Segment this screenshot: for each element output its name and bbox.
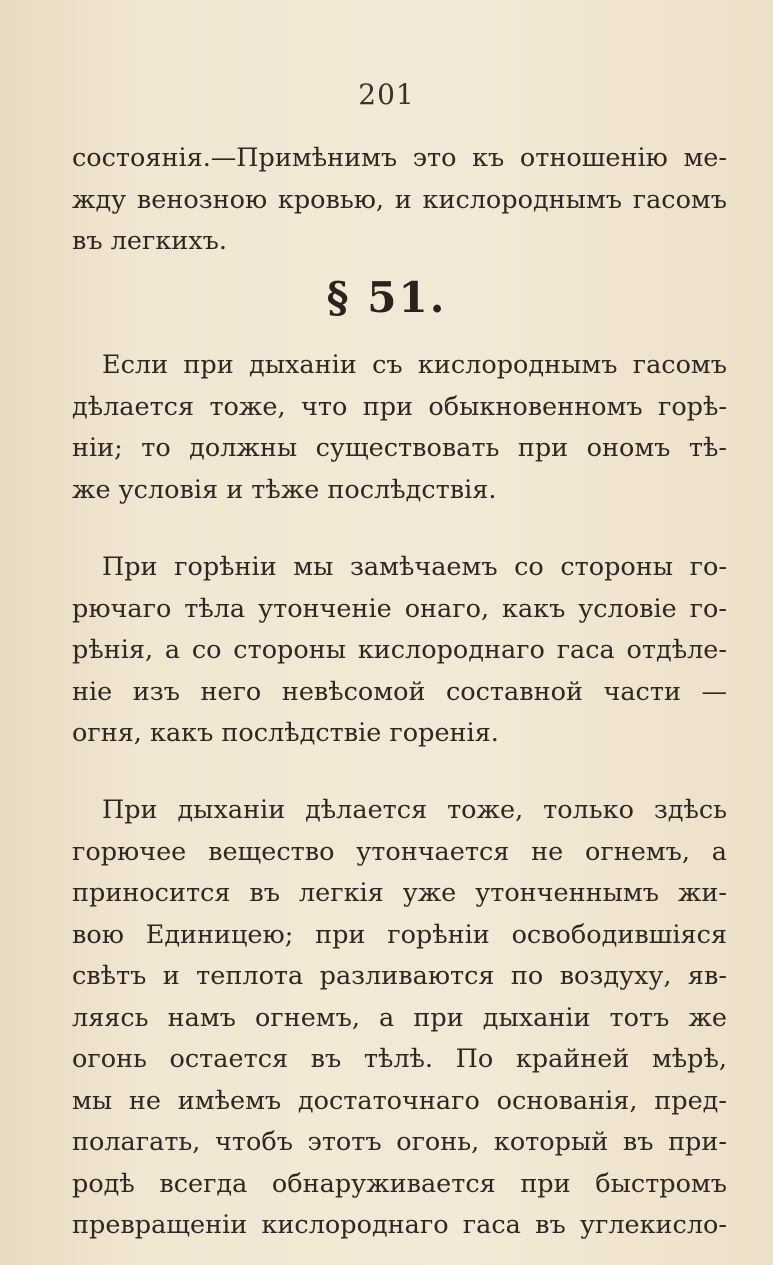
text-line: При дыханіи дѣлается тоже, только здѣсь	[102, 795, 727, 825]
text-line: родѣ всегда обнаруживается при быстромъ	[72, 1168, 727, 1199]
text-line: превращеніи кислороднаго гаса въ углекисло-	[72, 1210, 727, 1240]
text-line: рючаго тѣла утонченіе онаго, какъ условіе го-	[72, 593, 727, 624]
page-number: 201	[358, 78, 415, 111]
text-line: горючее вещество утончается не огнемъ, а	[72, 836, 727, 867]
text-line: ніе изъ него невѣсомой составной части —	[72, 676, 727, 707]
paragraph-2	[72, 547, 727, 755]
text-line: ляясь намъ огнемъ, а при дыханіи тотъ же	[72, 1002, 727, 1033]
intro-paragraph	[72, 138, 727, 263]
text-line: полагать, чтобъ этотъ огонь, который въ при-	[72, 1127, 727, 1157]
text-line: рѣнія, а со стороны кислороднаго гаса отдѣле-	[72, 635, 727, 665]
paragraph-1	[72, 345, 727, 511]
text-line: огня, какъ послѣдствіе горенія.	[72, 718, 499, 748]
text-line: вою Единицею; при горѣніи освободившіяся	[72, 919, 727, 950]
text-line: При горѣніи мы замѣчаемъ со стороны го-	[102, 552, 727, 582]
text-line: состоянія.—Примѣнимъ это къ отношенію ме-	[72, 143, 727, 173]
text-line: Если при дыханіи съ кислороднымъ гасомъ	[102, 350, 727, 380]
text-line: же условія и тѣже послѣдствія.	[72, 474, 497, 505]
section-heading: § 51.	[326, 273, 447, 322]
text-line: въ легкихъ.	[72, 226, 227, 256]
text-line: ніи; то должны существовать при ономъ тѣ-	[72, 433, 727, 463]
paragraph-3	[72, 790, 727, 1247]
text-line: дѣлается тоже, что при обыкновенномъ горѣ-	[72, 391, 727, 422]
text-line: приносится въ легкія уже утонченнымъ жи-	[72, 878, 727, 908]
text-line: свѣтъ и теплота разливаются по воздуху, яв-	[72, 961, 727, 991]
text-line: жду венозною кровью, и кислороднымъ гасомъ	[72, 184, 727, 215]
text-line: огонь остается въ тѣлѣ. По крайней мѣрѣ,	[72, 1044, 727, 1074]
text-line: мы не имѣемъ достаточнаго основанія, пред-	[72, 1085, 727, 1116]
